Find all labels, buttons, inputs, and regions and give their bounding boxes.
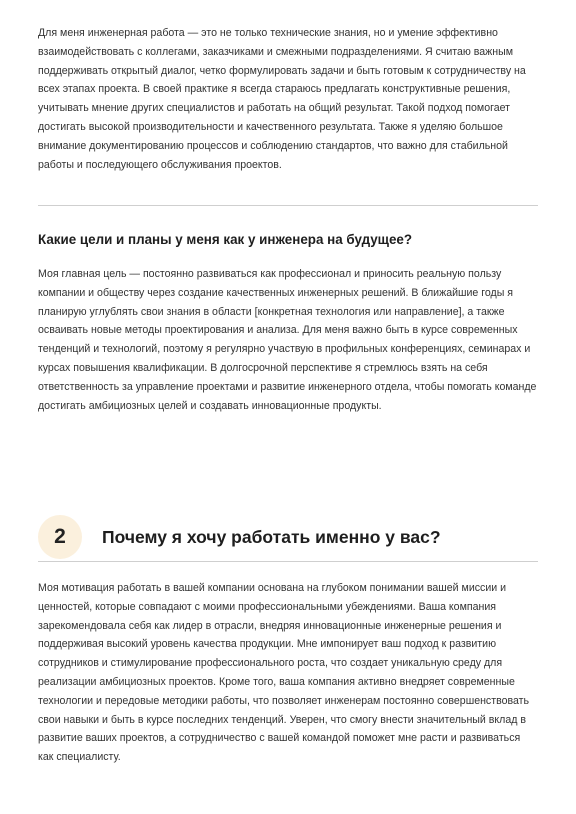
section-divider [38, 205, 538, 206]
goals-heading: Какие цели и планы у меня как у инженера на будущее? [38, 232, 413, 247]
intro-paragraph: Для меня инженерная работа — это не только технические знания, но и умение эффективно взаимодействовать с коллегами, заказчиками и смежными подразделениями. Я считаю важным поддерживать открытый диалог, четко формулировать задачи и быть готовым к сотрудничеству на всех этапах проекта. В своей практике я всегда стараюсь предлагать конструктивные решения, учитывать мнение других специалистов и работать на общий результат. Такой подход помогает достигать высокой производительности и качественного результата. Также я уделяю большое внимание документированию процессов и соблюдению стандартов, что важно для стабильной работы и последующего обслуживания проектов. [38, 27, 526, 171]
section-header [38, 514, 538, 560]
section-title-divider [38, 561, 538, 562]
motivation-paragraph: Моя мотивация работать в вашей компании основана на глубоком понимании вашей миссии и ценностей, которые совпадают с моими профессиональными убеждениями. Ваша компания зарекомендовала себя как лидер в отрасли, внедряя инновационные инженерные решения и поддерживая высокий уровень качества продукции. Мне импонирует ваш подход к развитию сотрудников и стимулирование профессионального роста, что создает уникальную среду для реализации амбициозных проектов. Кроме того, ваша компания активно внедряет современные технологии и передовые методики работы, что позволяет инженерам постоянно совершенствовать свои навыки и быть в курсе последних тенденций. Уверен, что смогу внести значительный вклад в развитие ваших проектов, а сотрудничество с вашей командой поможет мне расти и развиваться как специалисту. [38, 582, 530, 764]
section-number-badge: 2 [38, 515, 82, 559]
goals-paragraph: Моя главная цель — постоянно развиваться как профессионал и приносить реальную пользу компании и обществу через создание качественных инженерных решений. В ближайшие годы я планирую углублять свои знания в области [конкретная технология или направление], а также осваивать новые методы проектирования и анализа. Для меня важно быть в курсе современных тенденций и технологий, поэтому я регулярно участвую в профильных конференциях, семинарах и курсах повышения квалификации. В долгосрочной перспективе я стремлюсь взять на себя ответственность за управление проектами и развитие инженерного отдела, чтобы помогать команде достигать амбициозных целей и создавать инновационные продукты. [38, 268, 537, 412]
section-title: Почему я хочу работать именно у вас? [102, 526, 441, 547]
